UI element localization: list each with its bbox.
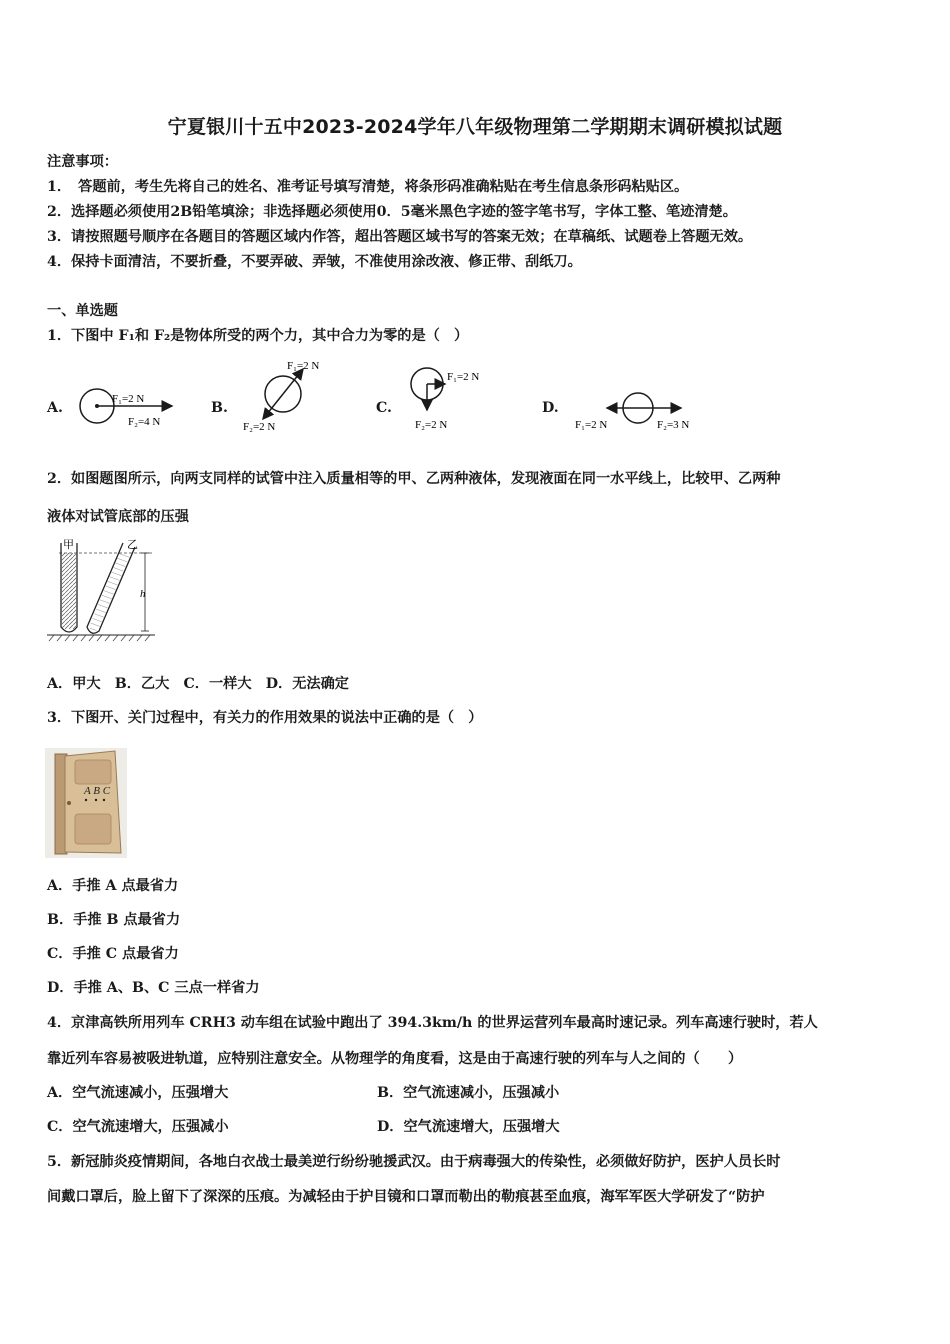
- q2-test-tube-figure: [45, 537, 157, 649]
- door-point-labels: A B C: [84, 785, 111, 797]
- notice-item-4: 4．保持卡面清洁，不要折叠，不要弄破、弄皱，不准使用涂改液、修正带、刮纸刀。: [47, 254, 582, 270]
- force-label-f2: F₂=2 N: [243, 421, 276, 433]
- q4-option-b: B．空气流速减小，压强减小: [377, 1085, 560, 1101]
- door-hinge: [67, 801, 71, 805]
- force-label-f2: F₂=4 N: [128, 416, 161, 428]
- exam-title: 宁夏银川十五中2023-2024学年八年级物理第二学期期末调研模拟试题: [167, 116, 783, 138]
- q3-door-figure: [45, 748, 127, 858]
- notice-heading: 注意事项：: [47, 154, 118, 170]
- q4-stem-line1: 4．京津高铁所用列车 CRH3 动车组在试验中跑出了 394.3km/h 的世界运营列车最高时速记录。列车高速行驶时，若人: [47, 1015, 818, 1031]
- tube-label-yi: 乙: [127, 539, 138, 551]
- q1-option-c-label: C.: [376, 400, 392, 416]
- q5-stem-line1: 5．新冠肺炎疫情期间，各地白衣战士最美逆行纷纷驰援武汉。由于病毒强大的传染性，必须做好防护，医护人员长时: [47, 1154, 781, 1170]
- q1-option-b-label: B.: [211, 400, 228, 416]
- q2-stem-line2: 液体对试管底部的压强: [47, 509, 189, 525]
- q3-option-a: A．手推 A 点最省力: [47, 878, 179, 894]
- force-label-f1: F₁=2 N: [287, 360, 320, 372]
- q4-stem-line2: 靠近列车容易被吸进轨道，应特别注意安全。从物理学的角度看，这是由于高速行驶的列车与人之间的（ ）: [47, 1051, 743, 1067]
- q3-stem: 3．下图开、关门过程中，有关力的作用效果的说法中正确的是（ ）: [47, 710, 483, 726]
- force-label-f1: F₁=2 N: [447, 371, 480, 383]
- q4-option-c: C．空气流速增大，压强减小: [47, 1119, 229, 1135]
- q1-figure-c: [403, 362, 503, 434]
- q1-figure-b: [235, 355, 345, 435]
- force-label-f1: F₁=2 N: [112, 393, 145, 405]
- tube-label-jia: 甲: [63, 539, 74, 551]
- q3-option-c: C．手推 C 点最省力: [47, 946, 179, 962]
- q2-stem-line1: 2．如图题图所示，向两支同样的试管中注入质量相等的甲、乙两种液体，发现液面在同一水平线上，比较甲、乙两种: [47, 471, 781, 487]
- q4-option-d: D．空气流速增大，压强增大: [377, 1119, 560, 1135]
- notice-item-3: 3．请按照题号顺序在各题目的答题区域内作答，超出答题区域书写的答案无效；在草稿纸、试题卷上答题无效。: [47, 229, 753, 245]
- liquid-yi: [89, 553, 131, 631]
- notice-item-2: 2．选择题必须使用2B铅笔填涂；非选择题必须使用0．5毫米黑色字迹的签字笔书写，字体工整、笔迹清楚。: [47, 204, 737, 220]
- q2-options: A．甲大 B．乙大 C．一样大 D．无法确定: [47, 676, 349, 692]
- force-label-f2: F₂=3 N: [657, 419, 690, 431]
- q4-option-a: A．空气流速减小，压强增大: [47, 1085, 229, 1101]
- q3-option-b: B．手推 B 点最省力: [47, 912, 181, 928]
- height-label: h: [140, 588, 146, 600]
- q1-option-a-label: A.: [47, 400, 63, 416]
- q1-figure-a: [72, 380, 192, 432]
- force-label-f1: F₁=2 N: [575, 419, 608, 431]
- ground-hatch: [49, 635, 150, 641]
- q3-option-d: D．手推 A、B、C 三点一样省力: [47, 980, 260, 996]
- q1-option-d-label: D.: [542, 400, 559, 416]
- notice-item-1: 1． 答题前，考生先将自己的姓名、准考证号填写清楚，将条形码准确粘贴在考生信息条形码粘贴区。: [47, 179, 689, 195]
- q1-stem: 1．下图中 F₁和 F₂是物体所受的两个力，其中合力为零的是（ ）: [47, 328, 469, 344]
- q1-figure-d: [573, 382, 713, 434]
- section-heading: 一、单选题: [47, 303, 118, 319]
- liquid-jia: [62, 553, 76, 629]
- q5-stem-line2: 间戴口罩后，脸上留下了深深的压痕。为减轻由于护目镜和口罩而勒出的勒痕甚至血痕，海军军医大学研发了“防护: [47, 1189, 765, 1205]
- force-label-f2: F₂=2 N: [415, 419, 448, 431]
